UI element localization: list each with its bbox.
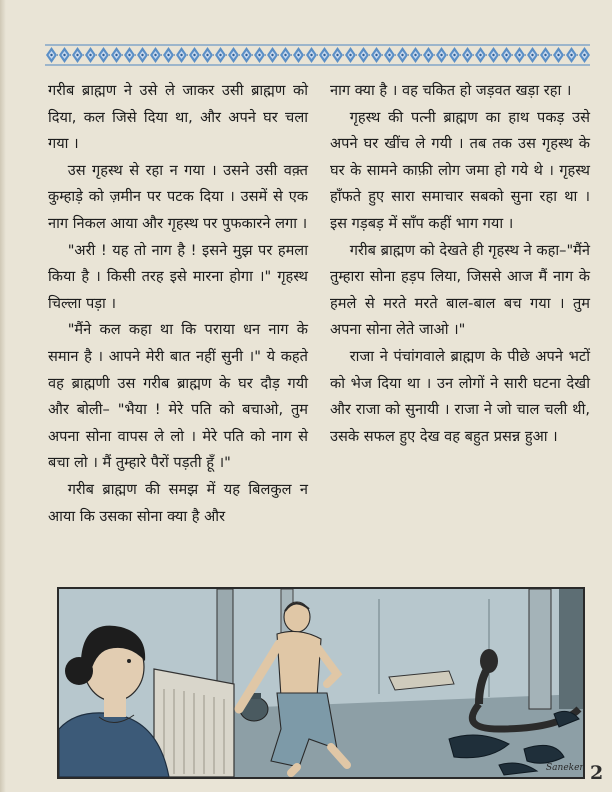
story-paragraph: गरीब ब्राह्मण को देखते ही गृहस्थ ने कहा–"मैंने तुम्हारा सोना हड़प लिया, जिससे आज मैं नाग के हमले से मरते मरते बाल-बाल बच गया । तुम अपना सोना लेते जाओ ।" bbox=[330, 241, 590, 339]
story-paragraph: राजा ने पंचांगवाले ब्राह्मण के पीछे अपने भटों को भेज दिया था । उन लोगों ने सारी घटना देखी और राजा को सुनायी । राजा ने जो चाल चली थी, उसके सफल हुए देख वह बहुत प्रसन्न हुआ । bbox=[330, 347, 590, 445]
border-pattern-icon bbox=[45, 44, 590, 66]
story-paragraph: गृहस्थ की पत्नी ब्राह्मण का हाथ पकड़ उसे अपने घर खींच ले गयी । तब तक उस गृहस्थ के घर के सामने काफ़ी लोग जमा हो गये थे । गृहस्थ हाँफते हुए सारा समाचार सबको सुना रहा था । इस गड़बड़ में साँप कहीं भाग गया । bbox=[330, 108, 590, 232]
story-paragraph: "मैंने कल कहा था कि पराया धन नाग के समान है । आपने मेरी बात नहीं सुनी ।" ये कहते वह ब्राह्मणी उस गरीब ब्राह्मण के घर दौड़ गयी और बोली– "भैया ! मेरे पति को बचाओ, तुम अपना सोना वापस ले लो । मेरे पति को नाग से बचा लो । मैं तुम्हारे पैरों पड़ती हूँ ।" bbox=[48, 321, 308, 472]
page-number: 2 bbox=[590, 762, 604, 784]
story-paragraph: "अरी ! यह तो नाग है ! इसने मुझ पर हमला किया है । किसी तरह इसे मारना होगा ।" गृहस्थ चिल्ला पड़ा । bbox=[48, 241, 308, 312]
story-paragraph: नाग क्या है । वह चकित हो जड़वत खड़ा रहा । bbox=[330, 82, 572, 99]
artist-signature: Saneker bbox=[546, 763, 584, 773]
page-edge-shadow bbox=[0, 0, 6, 792]
illustration-scene bbox=[59, 589, 583, 777]
story-paragraph: गरीब ब्राह्मण की समझ में यह बिलकुल न आया कि उसका सोना क्या है और bbox=[48, 480, 308, 525]
story-right-column bbox=[330, 78, 590, 450]
story-paragraph: उस गृहस्थ से रहा न गया । उसने उसी वक़्त कुम्हाड़े को ज़मीन पर पटक दिया । उसमें से एक नाग निकल आया और गृहस्थ पर पुफकारने लगा । bbox=[48, 161, 308, 232]
story-left-column bbox=[48, 78, 308, 530]
story-illustration bbox=[57, 587, 585, 779]
story-paragraph: गरीब ब्राह्मण ने उसे ले जाकर उसी ब्राह्मण को दिया, कल जिसे दिया था, और अपने घर चला गया । bbox=[48, 82, 308, 153]
decorative-top-border bbox=[45, 44, 590, 66]
